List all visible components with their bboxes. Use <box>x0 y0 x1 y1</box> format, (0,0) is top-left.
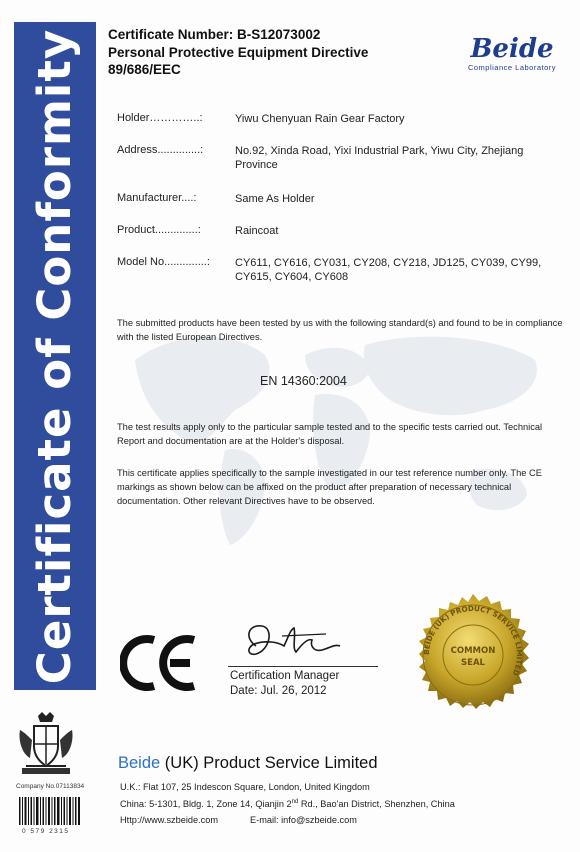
issue-date: Date: Jul. 26, 2012 <box>230 685 327 697</box>
ce-mark-icon <box>120 632 202 694</box>
china-address-rest: Rd., Bao'an District, Shenzhen, China <box>298 799 455 810</box>
company-name-rest: (UK) Product Service Limited <box>160 754 378 772</box>
gold-seal-icon <box>410 592 536 718</box>
certificate-header <box>108 26 438 79</box>
china-address-main: China: 5-1301, Bldg. 1, Zone 14, Qianjin 2 <box>120 799 292 810</box>
signature-line <box>228 666 378 667</box>
side-title-wrapper <box>14 22 96 690</box>
website[interactable]: Http://www.szbeide.com <box>120 815 219 825</box>
seal-ring-text: BEIDE (UK) PRODUCT SERVICE LIMITED <box>421 603 525 678</box>
model-label: Model No..............: <box>117 256 210 268</box>
product-value: Raincoat <box>235 225 279 237</box>
side-title: Certificate of Conformity <box>28 28 82 684</box>
email[interactable]: E-mail: info@szbeide.com <box>250 815 357 825</box>
directive-number: 89/686/EEC <box>108 62 181 77</box>
holder-value: Yiwu Chenyuan Rain Gear Factory <box>235 113 405 125</box>
directive-title: Personal Protective Equipment Directive <box>108 44 369 60</box>
model-value: CY611, CY616, CY031, CY208, CY218, JD125, CY039, CY99, CY615, CY604, CY608 <box>235 257 542 283</box>
seal-center-line1: COMMON <box>450 646 496 656</box>
address-label: Address..............: <box>117 144 204 156</box>
scope-paragraph: This certificate applies specifically to the sample investigated in our test reference number only. The CE markings as shown below can be affixed on the product after preparation of necessary technical documentation. Other relevant Directives have to be observed. <box>117 468 542 506</box>
compliance-paragraph: The submitted products have been tested by us with the following standard(s) and found to be in compliance with the listed European Directives. <box>117 318 563 342</box>
royal-coat-of-arms-icon <box>14 710 78 780</box>
company-name <box>118 754 378 773</box>
china-address <box>120 799 455 809</box>
standard-number: EN 14360:2004 <box>260 374 347 388</box>
china-address-ordinal: nd <box>291 799 299 805</box>
signature-icon <box>226 616 346 664</box>
logo-word: Beide <box>470 34 554 64</box>
seal-center-line2: SEAL <box>461 658 485 668</box>
barcode-number: 0 579 2315 <box>22 828 70 835</box>
beide-logo <box>462 36 562 72</box>
certificate-number: Certificate Number: B-S12073002 <box>108 27 321 42</box>
uk-address: U.K.: Flat 107, 25 Indescon Square, London, United Kingdom <box>120 782 370 792</box>
logo-subtitle: Compliance Laboratory <box>467 63 557 72</box>
manufacturer-value: Same As Holder <box>235 193 315 205</box>
company-number: Company No.07113834 <box>16 783 85 790</box>
manufacturer-label: Manufacturer....: <box>117 192 197 204</box>
company-brand: Beide <box>118 754 161 772</box>
holder-label: Holder…………..: <box>117 112 203 124</box>
barcode-icon <box>18 797 82 825</box>
address-value: No.92, Xinda Road, Yixi Industrial Park, Yiwu City, Zhejiang Province <box>235 145 524 171</box>
test-results-paragraph: The test results apply only to the particular sample tested and to the specific tests carried out. Technical Report and documentation are at the Holder's disposal. <box>117 422 543 446</box>
signatory-title: Certification Manager <box>230 670 340 682</box>
product-label: Product..............: <box>117 224 201 236</box>
